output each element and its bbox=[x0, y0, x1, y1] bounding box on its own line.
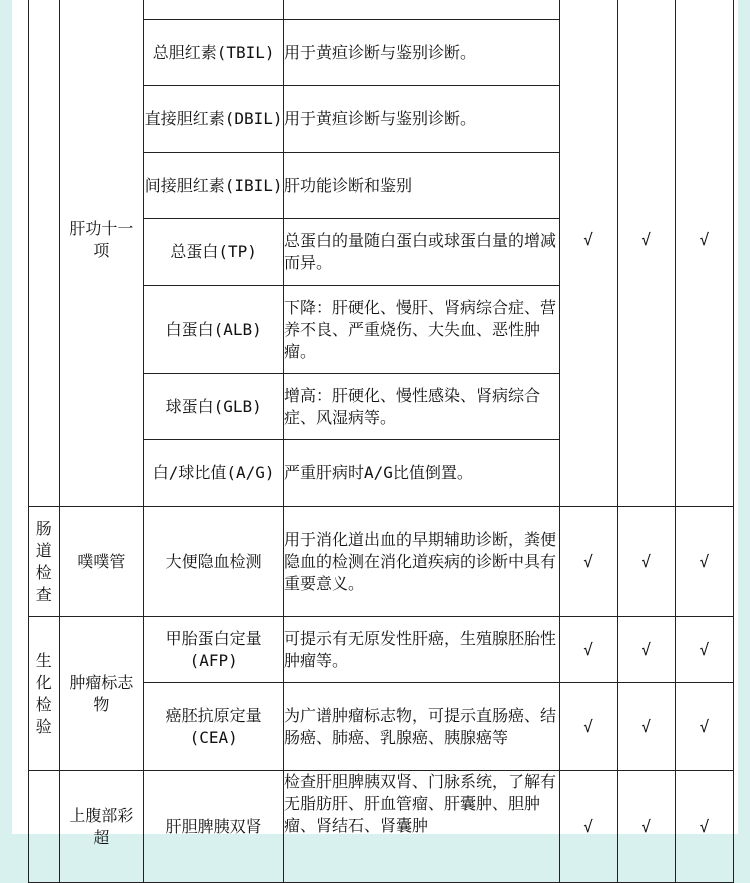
exam-table-sheet bbox=[12, 0, 738, 847]
desc-cell: 增高：肝硬化、慢性感染、肾病综合症、风湿病等。 bbox=[284, 374, 559, 440]
exam-items-table bbox=[28, 0, 734, 883]
subcategory-cell: 肝功十一项 bbox=[59, 0, 144, 507]
item-cell: 癌胚抗原定量(CEA) bbox=[144, 683, 284, 771]
desc-cell: 严重肝病时A/G比值倒置。 bbox=[284, 440, 559, 507]
item-cell: 白/球比值(A/G) bbox=[144, 440, 284, 507]
desc-cell: 为广谱肿瘤标志物，可提示直肠癌、结肠癌、肺癌、乳腺癌、胰腺癌等 bbox=[284, 683, 559, 771]
item-cell: 总蛋白(TP) bbox=[144, 219, 284, 286]
subcategory-cell: 肿瘤标志物 bbox=[59, 617, 144, 771]
desc-cell bbox=[284, 0, 559, 20]
check-cell: √ bbox=[559, 617, 617, 683]
desc-cell: 用于黄疸诊断与鉴别诊断。 bbox=[284, 20, 559, 86]
desc-cell: 下降：肝硬化、慢肝、肾病综合症、营养不良、严重烧伤、大失血、恶性肿瘤。 bbox=[284, 286, 559, 374]
category-cell bbox=[29, 771, 60, 883]
check-cell: √ bbox=[559, 771, 617, 883]
check-cell: √ bbox=[675, 683, 733, 771]
check-cell: √ bbox=[617, 0, 675, 507]
check-cell: √ bbox=[617, 507, 675, 617]
desc-cell: 用于消化道出血的早期辅助诊断，粪便隐血的检测在消化道疾病的诊断中具有重要意义。 bbox=[284, 507, 559, 617]
category-cell: 肠道检查 bbox=[29, 507, 60, 617]
check-cell: √ bbox=[617, 617, 675, 683]
subcategory-cell: 上腹部彩超 bbox=[59, 771, 144, 883]
item-cell: 甲胎蛋白定量(AFP) bbox=[144, 617, 284, 683]
check-cell: √ bbox=[617, 683, 675, 771]
desc-cell: 总蛋白的量随白蛋白或球蛋白量的增减而异。 bbox=[284, 219, 559, 286]
check-cell: √ bbox=[559, 683, 617, 771]
desc-cell: 用于黄疸诊断与鉴别诊断。 bbox=[284, 86, 559, 153]
item-cell: 白蛋白(ALB) bbox=[144, 286, 284, 374]
check-cell: √ bbox=[617, 771, 675, 883]
check-cell: √ bbox=[675, 617, 733, 683]
check-cell: √ bbox=[559, 507, 617, 617]
item-cell bbox=[144, 0, 284, 20]
check-cell: √ bbox=[675, 0, 733, 507]
check-cell: √ bbox=[675, 507, 733, 617]
table-row bbox=[29, 771, 734, 883]
desc-cell: 肝功能诊断和鉴别 bbox=[284, 153, 559, 219]
item-cell: 直接胆红素(DBIL) bbox=[144, 86, 284, 153]
category-cell bbox=[29, 0, 60, 507]
table-row bbox=[29, 617, 734, 683]
check-cell: √ bbox=[559, 0, 617, 507]
category-cell: 生化检验 bbox=[29, 617, 60, 771]
item-cell: 间接胆红素(IBIL) bbox=[144, 153, 284, 219]
table-row bbox=[29, 0, 734, 20]
table-row bbox=[29, 507, 734, 617]
desc-cell: 检查肝胆脾胰双肾、门脉系统，了解有无脂肪肝、肝血管瘤、肝囊肿、胆肿瘤、肾结石、肾囊肿 bbox=[284, 771, 559, 883]
check-cell: √ bbox=[675, 771, 733, 883]
item-cell: 大便隐血检测 bbox=[144, 507, 284, 617]
item-cell: 总胆红素(TBIL) bbox=[144, 20, 284, 86]
item-cell: 肝胆脾胰双肾 bbox=[144, 771, 284, 883]
item-cell: 球蛋白(GLB) bbox=[144, 374, 284, 440]
subcategory-cell: 噗噗管 bbox=[59, 507, 144, 617]
desc-cell: 可提示有无原发性肝癌，生殖腺胚胎性肿瘤等。 bbox=[284, 617, 559, 683]
